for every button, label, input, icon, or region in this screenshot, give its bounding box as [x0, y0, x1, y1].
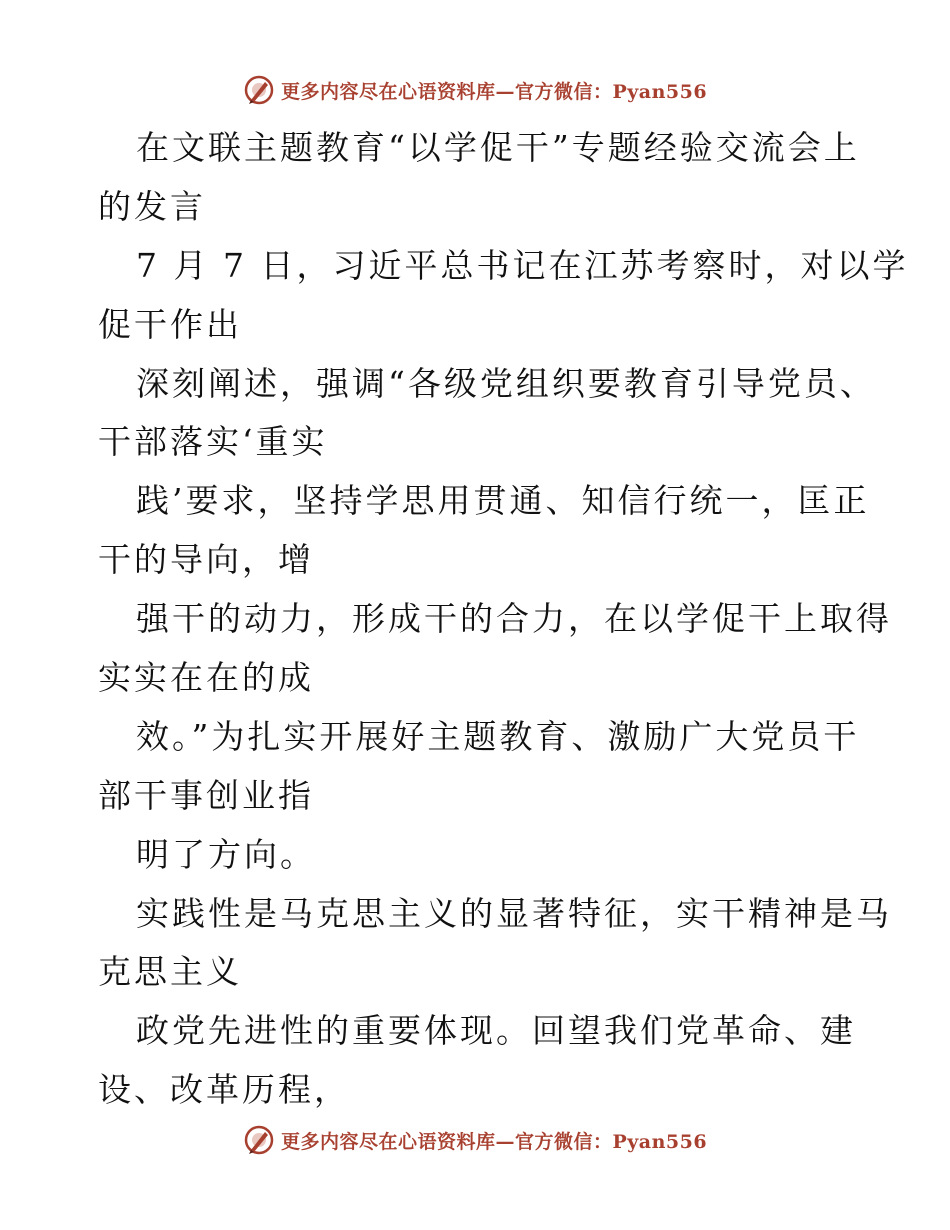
document-line: 实实在在的成	[98, 658, 314, 698]
document-line: 的发言	[98, 186, 206, 226]
document-line: 深刻阐述，强调“各级党组织要教育引导党员、	[136, 363, 876, 403]
document-line: 在文联主题教育“以学促干”专题经验交流会上	[136, 128, 860, 167]
document-line: 干部落实‘重实	[98, 422, 328, 462]
document-line: 克思主义	[98, 952, 242, 992]
document-line: 实践性是马克思主义的显著特征，实干精神是马	[136, 893, 892, 933]
document-line: 干的导向，增	[98, 540, 314, 580]
header-banner-text: 更多内容尽在心语资料库—官方微信：Pyan556	[280, 80, 708, 103]
header-banner	[0, 70, 950, 110]
document-line: 部干事创业指	[98, 775, 314, 815]
document-line: 政党先进性的重要体现。回望我们党革命、建	[136, 1011, 856, 1051]
document-line: 明了方向。	[136, 834, 316, 874]
footer-banner-text: 更多内容尽在心语资料库—官方微信：Pyan556	[280, 1130, 708, 1153]
footer-banner	[0, 1120, 950, 1160]
document-line: 强干的动力，形成干的合力，在以学促干上取得	[136, 599, 892, 639]
document-body	[98, 119, 909, 1120]
pen-circle-logo-icon	[243, 1124, 275, 1156]
document-line: 促干作出	[98, 304, 242, 344]
pen-circle-logo-icon	[243, 74, 275, 106]
document-line: 设、改革历程，	[98, 1070, 350, 1110]
document-line: 7 月 7 日，习近平总书记在江苏考察时，对以学	[136, 245, 909, 285]
document-line: 效。”为扎实开展好主题教育、激励广大党员干	[136, 716, 860, 756]
document-line: 践’要求，坚持学思用贯通、知信行统一，匡正	[136, 481, 870, 521]
